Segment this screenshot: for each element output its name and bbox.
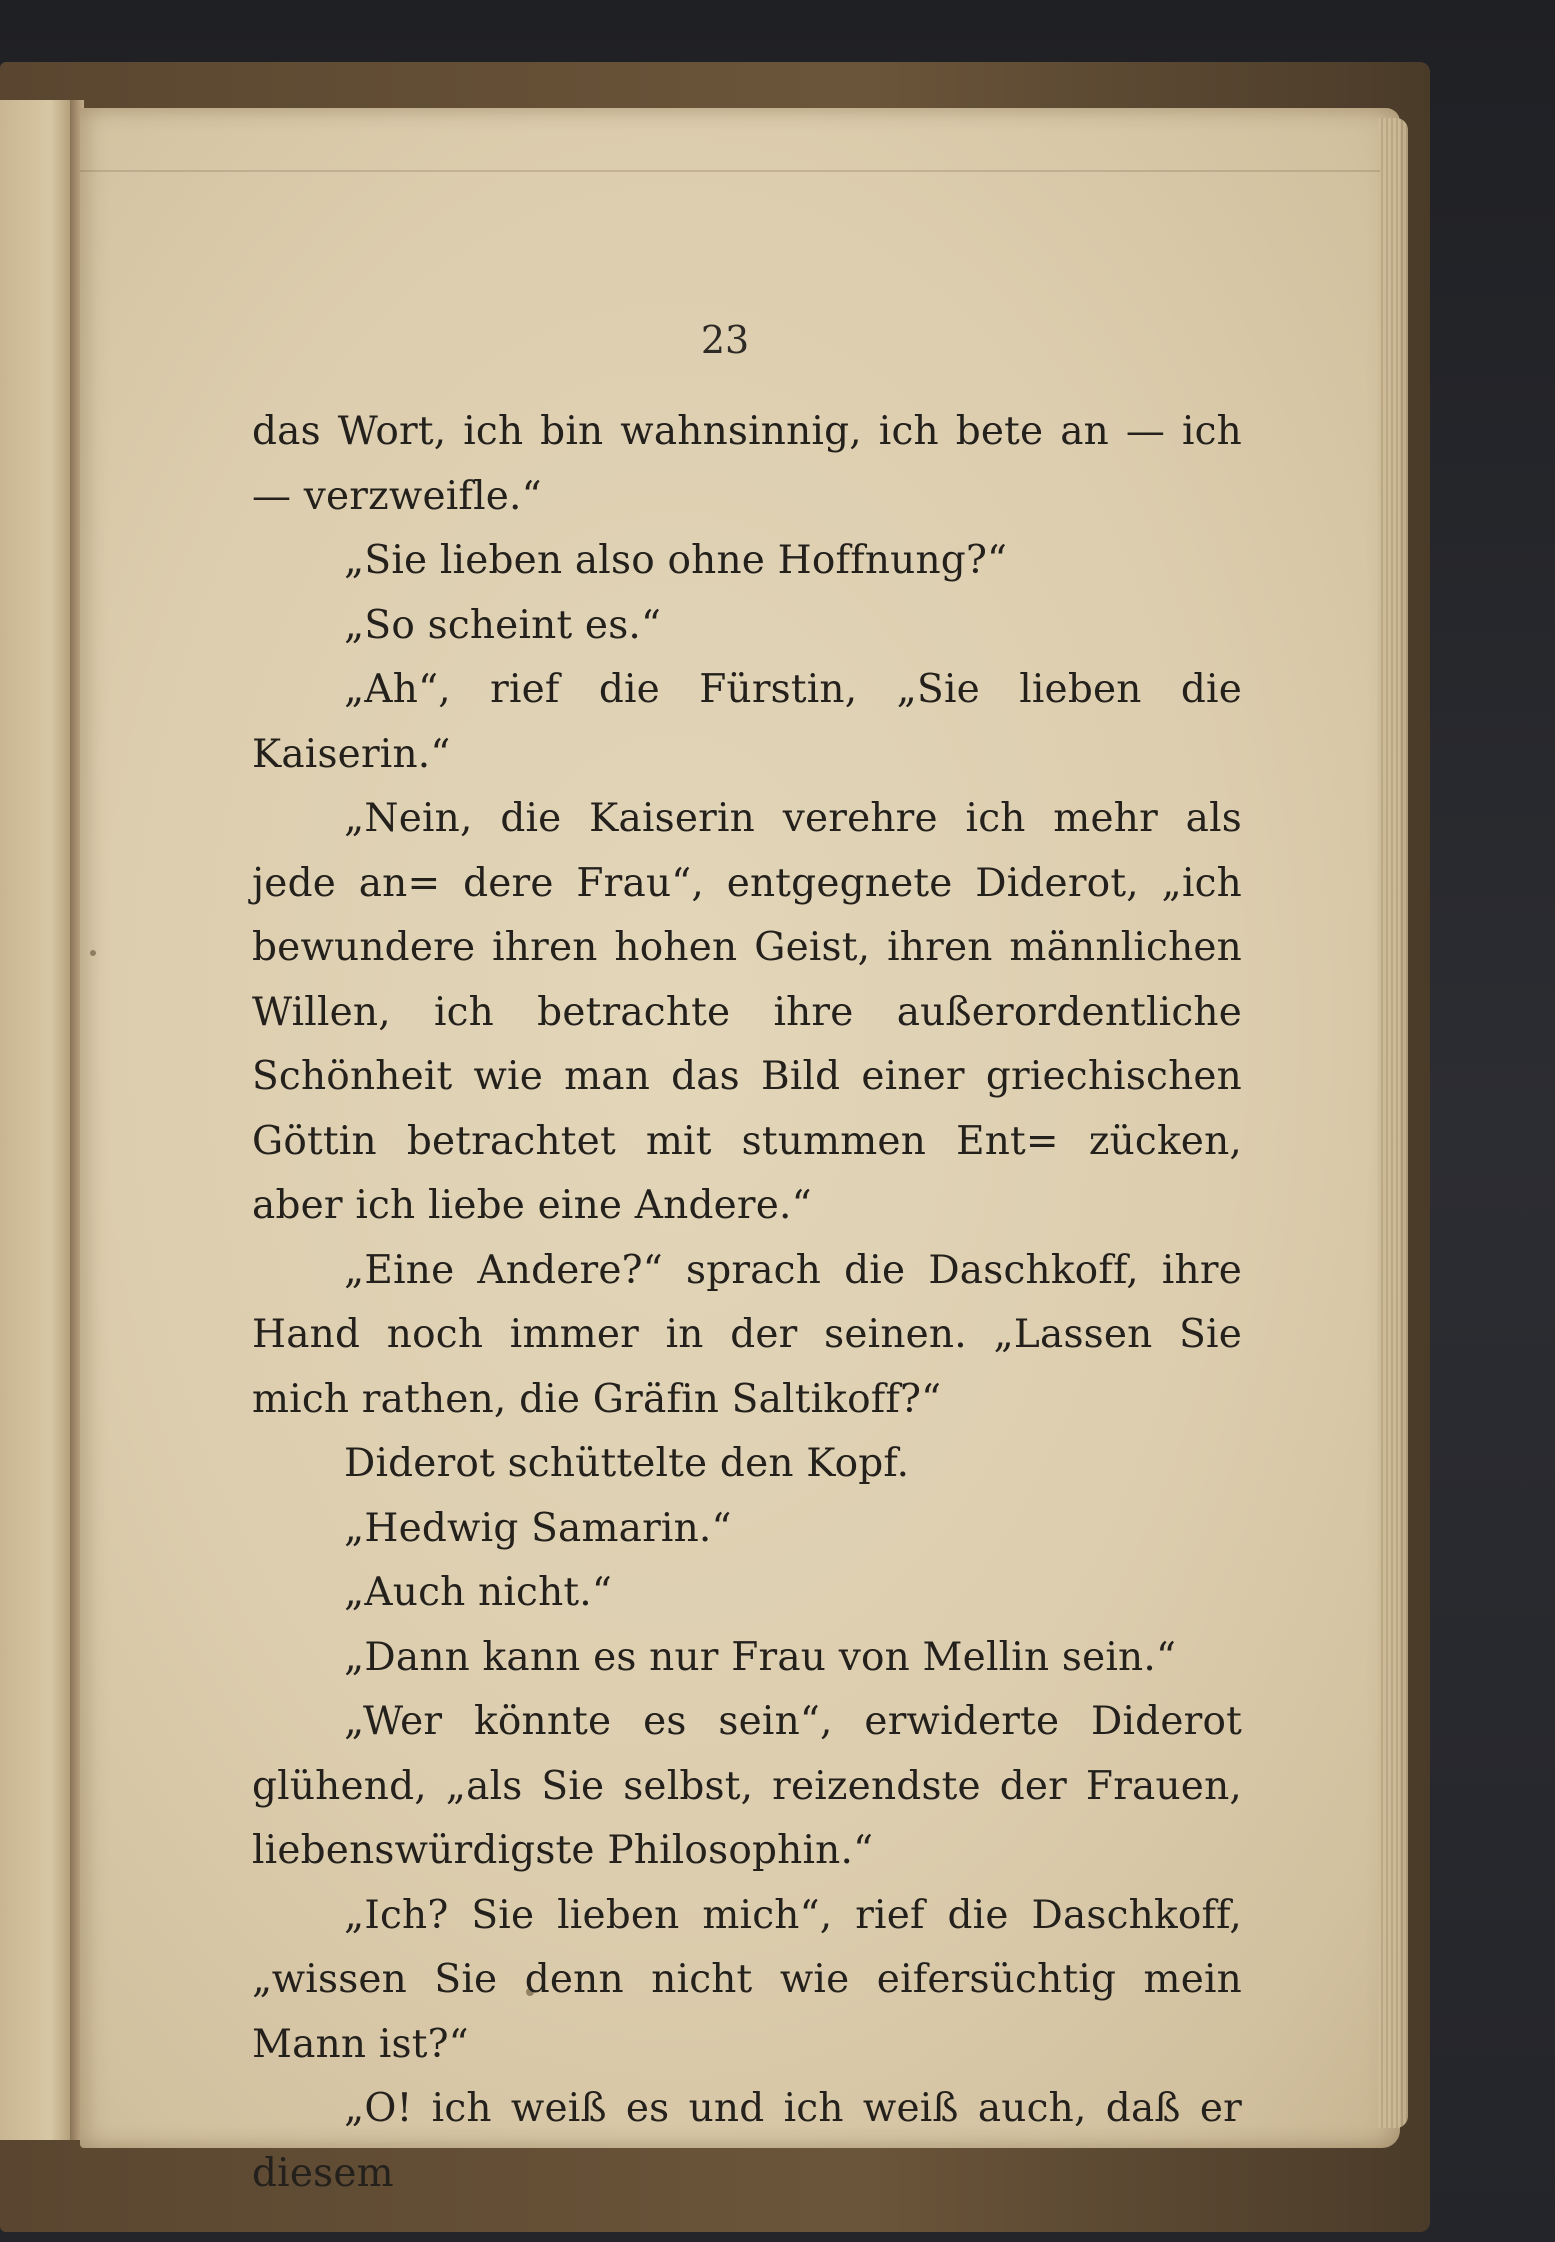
- page-number: 23: [700, 318, 750, 362]
- paragraph: „Dann kann es nur Frau von Mellin sein.“: [344, 1634, 1177, 1680]
- paragraph: „Auch nicht.“: [344, 1570, 613, 1615]
- paragraph: „Ah“, rief die Fürstin, „Sie lieben die Kaiserin.“: [252, 667, 1242, 777]
- paragraph: das Wort, ich bin wahnsinnig, ich bete an — ich — verzweifle.“: [252, 409, 1242, 519]
- paper-speck: [90, 950, 96, 956]
- paragraph: „Hedwig Samarin.“: [344, 1505, 732, 1551]
- paragraph: „O! ich weiß es und ich weiß auch, daß er diesem: [252, 2086, 1242, 2196]
- page-fore-edge: [1378, 118, 1408, 2128]
- page-text: [252, 400, 1242, 2206]
- paragraph: „Nein, die Kaiserin verehre ich mehr als jede an= dere Frau“, entgegnete Diderot, „ich bewundere ihren hohen Geist, ihren männlichen Willen, ich betrachte ihre außerordentliche Schönheit wie man das Bild einer griechischen Göttin betrachtet mit stummen Ent= zücken, aber ich liebe eine Andere.“: [252, 796, 1242, 1228]
- page-top-crease: [80, 170, 1380, 172]
- paragraph: „Wer könnte es sein“, erwiderte Diderot glühend, „als Sie selbst, reizendste der Frauen, liebenswürdigste Philosophin.“: [252, 1699, 1242, 1873]
- paragraph: „Eine Andere?“ sprach die Daschkoff, ihre Hand noch immer in der seinen. „Lassen Sie mich rathen, die Gräfin Saltikoff?“: [252, 1247, 1242, 1422]
- previous-page-edge: [0, 100, 72, 2140]
- paragraph: Diderot schüttelte den Kopf.: [344, 1441, 910, 1486]
- paragraph: „So scheint es.“: [344, 602, 662, 648]
- paragraph: „Sie lieben also ohne Hoffnung?“: [344, 538, 1008, 583]
- paragraph: „Ich? Sie lieben mich“, rief die Daschkoff, „wissen Sie denn nicht wie eifersüchtig mein Mann ist?“: [252, 1892, 1242, 2067]
